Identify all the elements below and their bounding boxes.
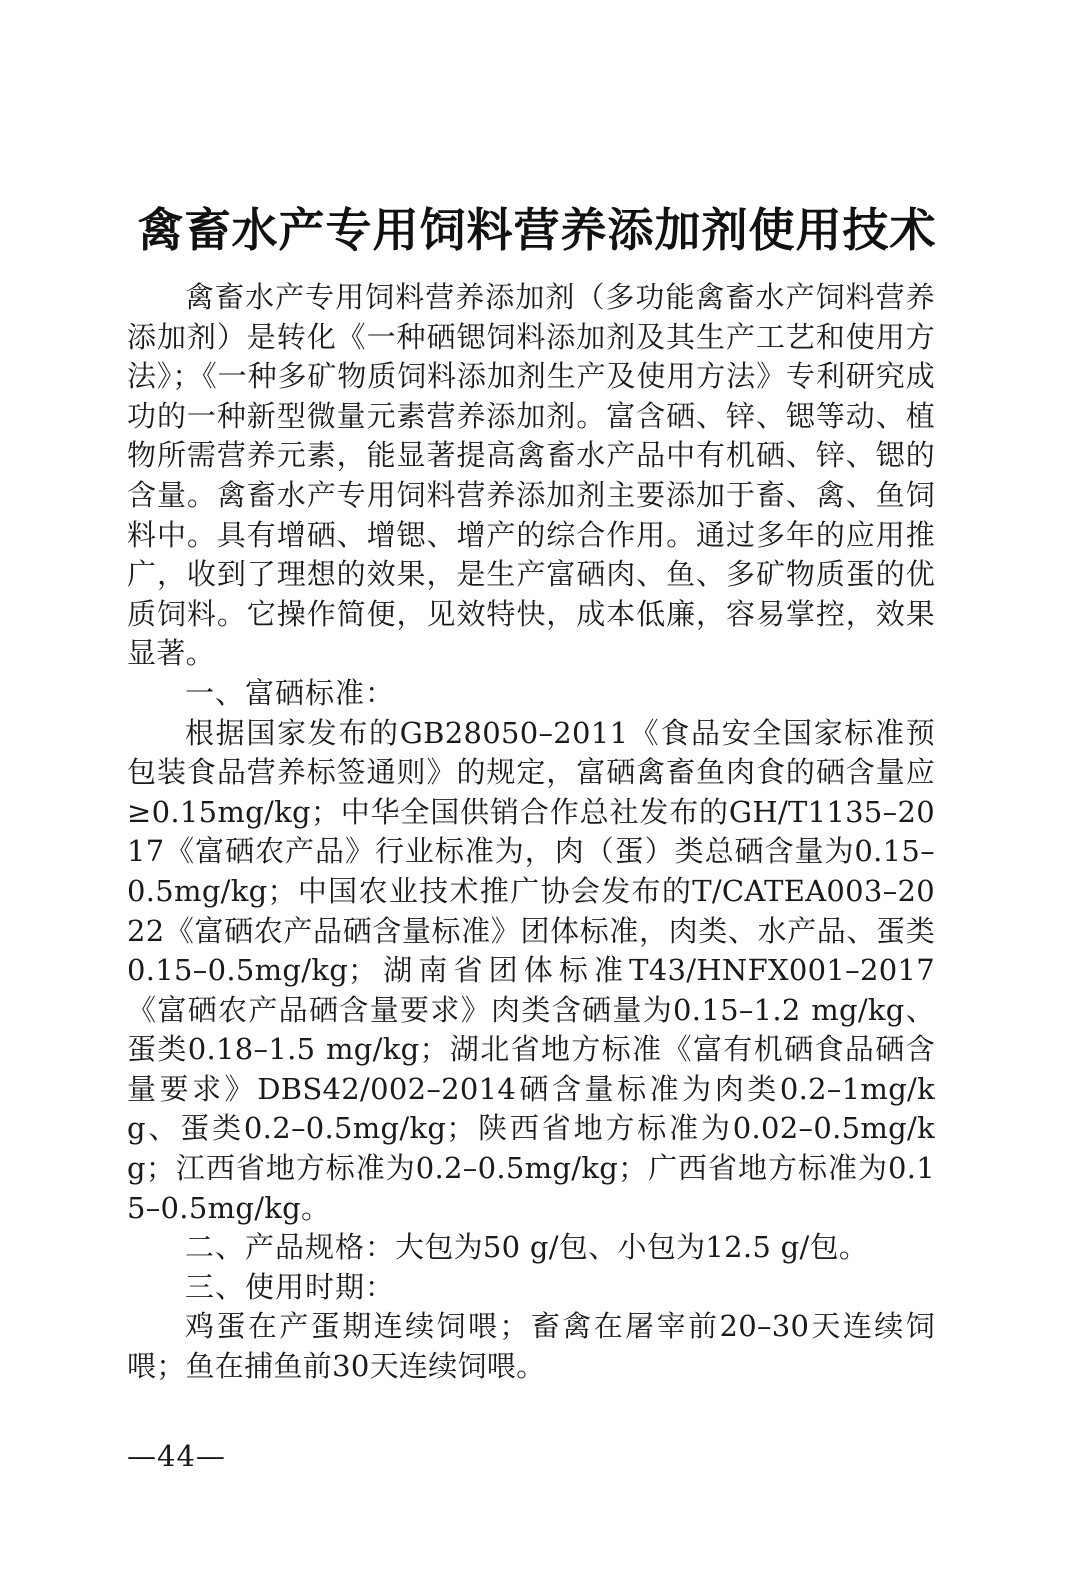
- section-1-heading: 一、富硒标准：: [185, 675, 396, 710]
- section-2-line: [127, 1228, 935, 1268]
- page-number: —44—: [127, 1439, 226, 1473]
- document-title: 禽畜水产专用饲料营养添加剂使用技术: [137, 203, 937, 257]
- section-2-body: 大包为50 g/包、小包为12.5 g/包。: [395, 1230, 869, 1265]
- section-2-heading: 二、产品规格：: [185, 1230, 396, 1265]
- section-3-paragraph: 鸡蛋在产蛋期连续饲喂；畜禽在屠宰前20–30天连续饲喂；鱼在捕鱼前30天连续饲喂。: [127, 1309, 935, 1384]
- document-body: [127, 278, 935, 1387]
- section-3-heading: 三、使用时期：: [185, 1269, 396, 1304]
- intro-paragraph: 禽畜水产专用饲料营养添加剂（多功能禽畜水产饲料营养添加剂）是转化《一种硒锶饲料添加剂及其生产工艺和使用方法》；《一种多矿物质饲料添加剂生产及使用方法》专利研究成功的一种新型微量元素营养添加剂。富含硒、锌、锶等动、植物所需营养元素，能显著提高禽畜水产品中有机硒、锌、锶的含量。禽畜水产专用饲料营养添加剂主要添加于畜、禽、鱼饲料中。具有增硒、增锶、增产的综合作用。通过多年的应用推广，收到了理想的效果，是生产富硒肉、鱼、多矿物质蛋的优质饲料。它操作简便，见效特快，成本低廉，容易掌控，效果显著。: [127, 280, 935, 671]
- section-1-paragraph: 根据国家发布的GB28050–2011《食品安全国家标准预包装食品营养标签通则》的规定，富硒禽畜鱼肉食的硒含量应≥0.15mg/kg；中华全国供销合作总社发布的GH/T1135–2017《富硒农产品》行业标准为，肉（蛋）类总硒含量为0.15–0.5mg/kg；中国农业技术推广协会发布的T/CATEA003–2022《富硒农产品硒含量标准》团体标准，肉类、水产品、蛋类0.15–0.5mg/kg；湖南省团体标准T43/HNFX001–2017《富硒农产品硒含量要求》肉类含硒量为0.15–1.2 mg/kg、蛋类0.18–1.5 mg/kg；湖北省地方标准《富有机硒食品硒含量要求》DBS42/002–2014硒含量标准为肉类0.2–1mg/kg、蛋类0.2–0.5mg/kg；陕西省地方标准为0.02–0.5mg/kg；江西省地方标准为0.2–0.5mg/kg；广西省地方标准为0.15–0.5mg/kg。: [127, 715, 935, 1225]
